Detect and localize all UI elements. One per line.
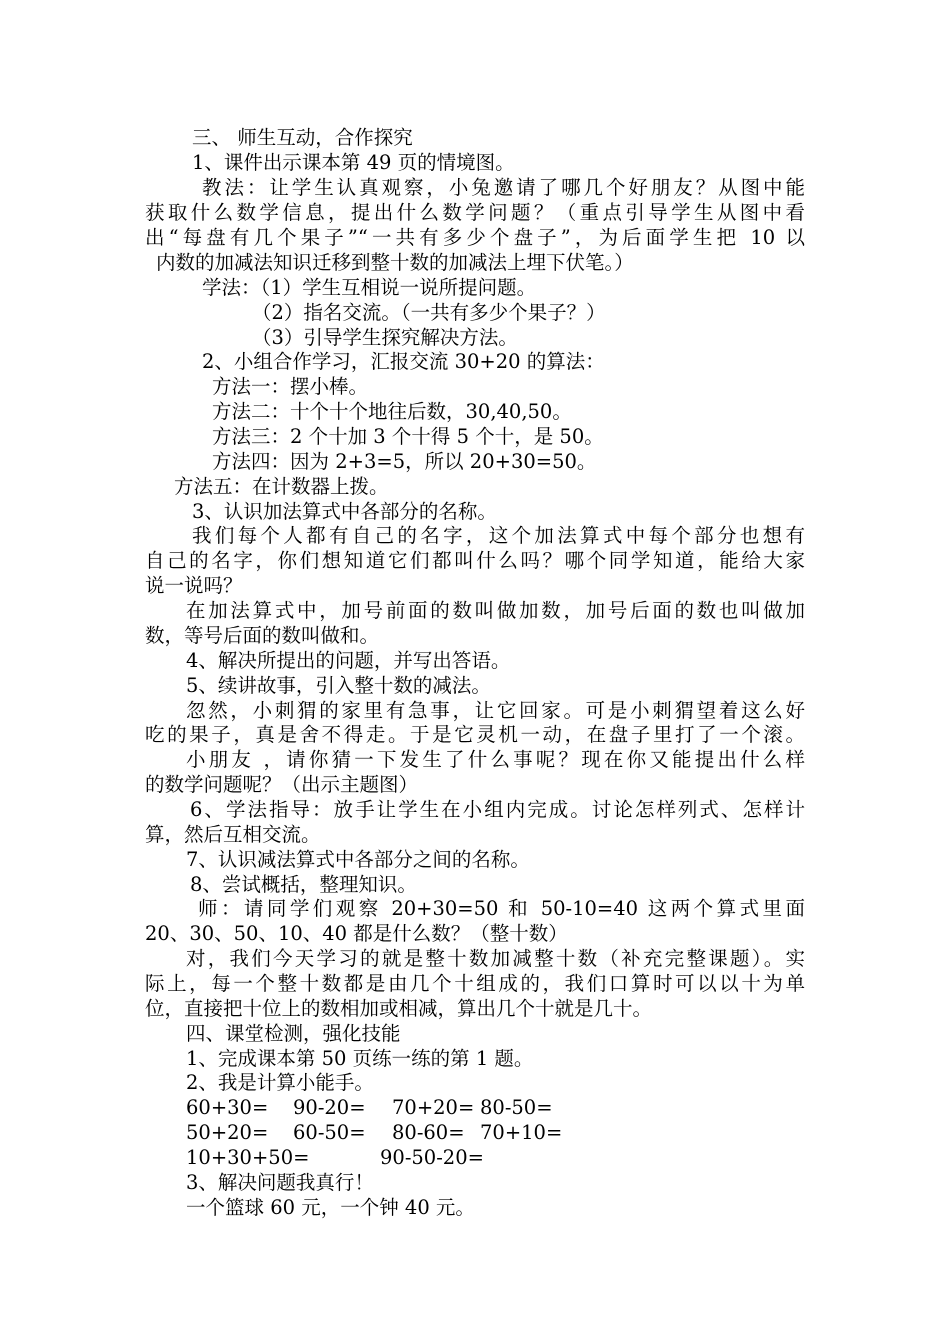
paragraph-line: 20、30、50、10、40 都是什么数？（整十数） (145, 922, 568, 945)
section-heading: 四、课堂检测，强化技能 (186, 1022, 401, 1045)
paragraph-line: 3、解决问题我真行！ (186, 1171, 374, 1194)
paragraph-line: 算，然后互相交流。 (145, 823, 321, 846)
paragraph-line: 5、续讲故事，引入整十数的减法。 (186, 674, 491, 697)
paragraph-line: 内数的加减法知识迁移到整十数的加减法上埋下伏笔。） (156, 251, 634, 274)
paragraph-line: 说一说吗？ (145, 574, 243, 597)
exercise-item: 70+20= (392, 1096, 475, 1119)
paragraph-line: 一个篮球 60 元，一个钟 40 元。 (186, 1196, 475, 1219)
paragraph-line: 际上，每一个整十数都是由几个十组成的，我们口算时可以以十为单 (145, 972, 805, 995)
exercise-item: 90-50-20= (380, 1146, 484, 1169)
paragraph-line: 1、完成课本第 50 页练一练的第 1 题。 (186, 1047, 534, 1070)
exercise-row (0, 1121, 950, 1145)
paragraph-line: 方法四：因为 2+3=5，所以 20+30=50。 (212, 450, 597, 473)
paragraph-line: 教法：让学生认真观察，小兔邀请了哪几个好朋友？从图中能 (202, 176, 805, 199)
paragraph-line: 2、我是计算小能手。 (186, 1071, 374, 1094)
exercise-row (0, 1096, 950, 1120)
paragraph-line: 1、课件出示课本第 49 页的情境图。 (192, 151, 515, 174)
paragraph-line: 小朋友 ，请你猜一下发生了什么事呢？现在你又能提出什么样 (186, 748, 805, 771)
paragraph-line: 的数学问题呢？（出示主题图） (145, 773, 419, 796)
paragraph-line: 7、认识减法算式中各部分之间的名称。 (186, 848, 530, 871)
exercise-item: 90-20= (293, 1096, 366, 1119)
paragraph-line: 对，我们今天学习的就是整十数加减整十数（补充完整课题）。实 (186, 947, 805, 970)
paragraph-line: 出“每盘有几个果子”“一共有多少个盘子”，为后面学生把 10 以 (145, 226, 805, 249)
exercise-item: 60-50= (293, 1121, 366, 1144)
paragraph-line: 吃的果子，真是舍不得走。于是它灵机一动，在盘子里打了一个滚。 (145, 723, 805, 746)
paragraph-line: 4、解决所提出的问题，并写出答语。 (186, 649, 511, 672)
paragraph-line: 学法：（1）学生互相说一说所提问题。 (202, 276, 537, 299)
exercise-item: 60+30= (186, 1096, 269, 1119)
paragraph-line: 位，直接把十位上的数相加或相减，算出几个十就是几十。 (145, 997, 653, 1020)
paragraph-line: 方法五：在计数器上拨。 (174, 475, 389, 498)
paragraph-line: 我们每个人都有自己的名字，这个加法算式中每个部分也想有 (192, 524, 805, 547)
paragraph-line: 忽然，小刺猬的家里有急事，让它回家。可是小刺猬望着这么好 (186, 699, 805, 722)
paragraph-line: 方法三：2 个十加 3 个十得 5 个十，是 50。 (212, 425, 604, 448)
paragraph-line: 在加法算式中，加号前面的数叫做加数，加号后面的数也叫做加 (186, 599, 805, 622)
paragraph-line: 3、认识加法算式中各部分的名称。 (192, 500, 497, 523)
paragraph-line: 方法二：十个十个地往后数，30,40,50。 (212, 400, 572, 423)
paragraph-line: 获取什么数学信息，提出什么数学问题？（重点引导学生从图中看 (145, 201, 805, 224)
exercise-row (0, 1146, 950, 1170)
paragraph-line: 数，等号后面的数叫做和。 (145, 624, 380, 647)
paragraph-line: （3）引导学生探究解决方法。 (252, 326, 518, 349)
paragraph-line: 2、小组合作学习，汇报交流 30+20 的算法： (202, 350, 605, 373)
paragraph-line: 6、学法指导：放手让学生在小组内完成。讨论怎样列式、怎样计 (190, 798, 805, 821)
exercise-item: 10+30+50= (186, 1146, 310, 1169)
exercise-item: 70+10= (480, 1121, 563, 1144)
section-heading: 三、 师生互动，合作探究 (192, 126, 413, 149)
paragraph-line: 自己的名字，你们想知道它们都叫什么吗？哪个同学知道，能给大家 (145, 549, 805, 572)
exercise-item: 80-50= (480, 1096, 553, 1119)
exercise-item: 80-60= (392, 1121, 465, 1144)
exercise-item: 50+20= (186, 1121, 269, 1144)
paragraph-line: 方法一：摆小棒。 (212, 375, 369, 398)
paragraph-line: 8、尝试概括，整理知识。 (190, 873, 417, 896)
paragraph-line: 师：请同学们观察 20+30=50 和 50-10=40 这两个算式里面 (198, 897, 805, 920)
paragraph-line: （2）指名交流。（一共有多少个果子？） (252, 301, 606, 324)
